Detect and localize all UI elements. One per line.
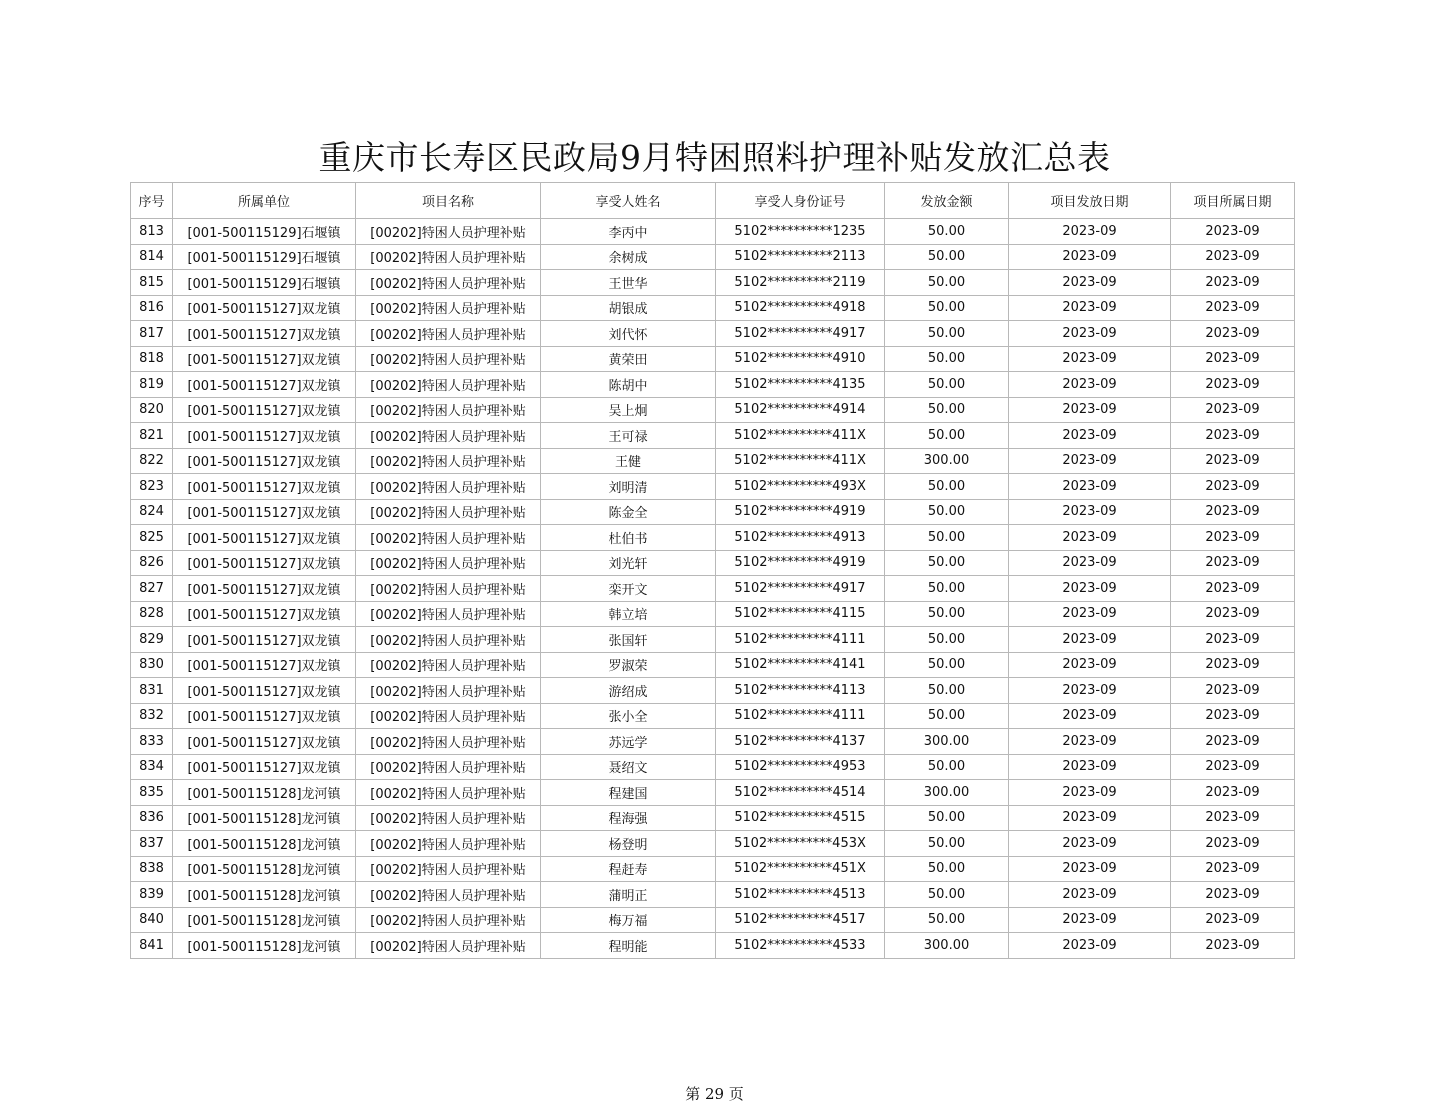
cell-project: [00202]特困人员护理补贴 [356,372,541,398]
cell-amount: 50.00 [885,423,1009,449]
cell-issue-date: 2023-09 [1009,652,1171,678]
table-row [131,805,1295,831]
cell-issue-date: 2023-09 [1009,321,1171,347]
cell-name: 黄荣田 [541,346,716,372]
cell-name: 韩立培 [541,601,716,627]
cell-period: 2023-09 [1171,703,1295,729]
cell-project: [00202]特困人员护理补贴 [356,448,541,474]
cell-name: 梅万福 [541,907,716,933]
cell-serial: 813 [131,219,173,245]
cell-period: 2023-09 [1171,499,1295,525]
cell-issue-date: 2023-09 [1009,601,1171,627]
cell-unit: [001-500115128]龙河镇 [173,882,356,908]
cell-unit: [001-500115127]双龙镇 [173,576,356,602]
cell-serial: 838 [131,856,173,882]
cell-id: 5102**********4918 [716,295,885,321]
cell-amount: 50.00 [885,321,1009,347]
cell-project: [00202]特困人员护理补贴 [356,882,541,908]
cell-period: 2023-09 [1171,907,1295,933]
cell-serial: 841 [131,933,173,959]
cell-unit: [001-500115128]龙河镇 [173,780,356,806]
cell-name: 栾开文 [541,576,716,602]
cell-issue-date: 2023-09 [1009,627,1171,653]
cell-period: 2023-09 [1171,933,1295,959]
cell-period: 2023-09 [1171,882,1295,908]
cell-serial: 829 [131,627,173,653]
cell-amount: 50.00 [885,703,1009,729]
cell-amount: 50.00 [885,805,1009,831]
cell-id: 5102**********4115 [716,601,885,627]
cell-project: [00202]特困人员护理补贴 [356,907,541,933]
cell-project: [00202]特困人员护理补贴 [356,652,541,678]
cell-id: 5102**********2119 [716,270,885,296]
cell-unit: [001-500115127]双龙镇 [173,627,356,653]
cell-issue-date: 2023-09 [1009,678,1171,704]
cell-issue-date: 2023-09 [1009,550,1171,576]
cell-project: [00202]特困人员护理补贴 [356,754,541,780]
table-row [131,244,1295,270]
cell-period: 2023-09 [1171,576,1295,602]
cell-serial: 818 [131,346,173,372]
cell-period: 2023-09 [1171,550,1295,576]
cell-amount: 50.00 [885,295,1009,321]
cell-name: 程明能 [541,933,716,959]
table-row [131,219,1295,245]
cell-issue-date: 2023-09 [1009,907,1171,933]
cell-amount: 50.00 [885,907,1009,933]
col-header-issue-date: 项目发放日期 [1009,183,1171,219]
cell-id: 5102**********4917 [716,321,885,347]
cell-period: 2023-09 [1171,729,1295,755]
cell-amount: 50.00 [885,856,1009,882]
cell-amount: 50.00 [885,652,1009,678]
col-header-serial: 序号 [131,183,173,219]
cell-id: 5102**********4910 [716,346,885,372]
cell-issue-date: 2023-09 [1009,780,1171,806]
cell-id: 5102**********453X [716,831,885,857]
cell-amount: 50.00 [885,244,1009,270]
cell-period: 2023-09 [1171,270,1295,296]
table-row [131,678,1295,704]
cell-id: 5102**********4914 [716,397,885,423]
cell-issue-date: 2023-09 [1009,805,1171,831]
cell-issue-date: 2023-09 [1009,270,1171,296]
cell-unit: [001-500115128]龙河镇 [173,933,356,959]
cell-period: 2023-09 [1171,244,1295,270]
cell-id: 5102**********4137 [716,729,885,755]
cell-unit: [001-500115127]双龙镇 [173,601,356,627]
table-row [131,831,1295,857]
cell-project: [00202]特困人员护理补贴 [356,627,541,653]
cell-id: 5102**********411X [716,423,885,449]
cell-id: 5102**********4135 [716,372,885,398]
cell-period: 2023-09 [1171,856,1295,882]
cell-project: [00202]特困人员护理补贴 [356,423,541,449]
cell-name: 余树成 [541,244,716,270]
cell-unit: [001-500115129]石堰镇 [173,270,356,296]
cell-unit: [001-500115129]石堰镇 [173,219,356,245]
cell-id: 5102**********4515 [716,805,885,831]
cell-serial: 828 [131,601,173,627]
cell-issue-date: 2023-09 [1009,244,1171,270]
cell-unit: [001-500115128]龙河镇 [173,805,356,831]
cell-period: 2023-09 [1171,805,1295,831]
cell-name: 张小全 [541,703,716,729]
cell-amount: 50.00 [885,525,1009,551]
cell-serial: 839 [131,882,173,908]
cell-unit: [001-500115127]双龙镇 [173,703,356,729]
cell-amount: 50.00 [885,346,1009,372]
cell-unit: [001-500115127]双龙镇 [173,397,356,423]
table-row [131,448,1295,474]
cell-id: 5102**********4111 [716,627,885,653]
cell-name: 苏远学 [541,729,716,755]
cell-project: [00202]特困人员护理补贴 [356,831,541,857]
col-header-id: 享受人身份证号 [716,183,885,219]
col-header-amount: 发放金额 [885,183,1009,219]
cell-amount: 50.00 [885,627,1009,653]
cell-issue-date: 2023-09 [1009,729,1171,755]
cell-serial: 823 [131,474,173,500]
cell-amount: 50.00 [885,372,1009,398]
cell-project: [00202]特困人员护理补贴 [356,703,541,729]
cell-id: 5102**********1235 [716,219,885,245]
cell-issue-date: 2023-09 [1009,831,1171,857]
cell-serial: 832 [131,703,173,729]
cell-project: [00202]特困人员护理补贴 [356,729,541,755]
cell-project: [00202]特困人员护理补贴 [356,219,541,245]
cell-id: 5102**********4919 [716,550,885,576]
cell-name: 杨登明 [541,831,716,857]
cell-unit: [001-500115127]双龙镇 [173,423,356,449]
cell-period: 2023-09 [1171,780,1295,806]
cell-period: 2023-09 [1171,448,1295,474]
cell-name: 陈金全 [541,499,716,525]
cell-project: [00202]特困人员护理补贴 [356,601,541,627]
cell-issue-date: 2023-09 [1009,474,1171,500]
table-row [131,474,1295,500]
cell-period: 2023-09 [1171,397,1295,423]
cell-name: 程赶寿 [541,856,716,882]
subsidy-table [130,182,1295,959]
cell-serial: 831 [131,678,173,704]
cell-period: 2023-09 [1171,219,1295,245]
cell-unit: [001-500115127]双龙镇 [173,346,356,372]
table-row [131,627,1295,653]
cell-issue-date: 2023-09 [1009,219,1171,245]
cell-id: 5102**********4111 [716,703,885,729]
cell-period: 2023-09 [1171,474,1295,500]
cell-id: 5102**********4533 [716,933,885,959]
cell-period: 2023-09 [1171,321,1295,347]
cell-amount: 50.00 [885,831,1009,857]
col-header-period: 项目所属日期 [1171,183,1295,219]
cell-period: 2023-09 [1171,423,1295,449]
table-row [131,882,1295,908]
cell-amount: 50.00 [885,601,1009,627]
cell-unit: [001-500115127]双龙镇 [173,499,356,525]
cell-period: 2023-09 [1171,295,1295,321]
cell-serial: 820 [131,397,173,423]
cell-project: [00202]特困人员护理补贴 [356,678,541,704]
cell-period: 2023-09 [1171,652,1295,678]
cell-unit: [001-500115127]双龙镇 [173,729,356,755]
cell-unit: [001-500115128]龙河镇 [173,856,356,882]
cell-unit: [001-500115127]双龙镇 [173,525,356,551]
cell-issue-date: 2023-09 [1009,856,1171,882]
cell-name: 刘光轩 [541,550,716,576]
cell-id: 5102**********4913 [716,525,885,551]
cell-name: 张国轩 [541,627,716,653]
cell-id: 5102**********4513 [716,882,885,908]
cell-project: [00202]特困人员护理补贴 [356,499,541,525]
cell-name: 刘代怀 [541,321,716,347]
cell-issue-date: 2023-09 [1009,372,1171,398]
table-row [131,907,1295,933]
cell-serial: 822 [131,448,173,474]
table-row [131,729,1295,755]
table-row [131,856,1295,882]
table-row [131,270,1295,296]
cell-id: 5102**********2113 [716,244,885,270]
cell-name: 陈胡中 [541,372,716,398]
cell-name: 游绍成 [541,678,716,704]
cell-amount: 50.00 [885,270,1009,296]
cell-project: [00202]特困人员护理补贴 [356,321,541,347]
cell-period: 2023-09 [1171,831,1295,857]
cell-issue-date: 2023-09 [1009,933,1171,959]
cell-project: [00202]特困人员护理补贴 [356,346,541,372]
cell-issue-date: 2023-09 [1009,525,1171,551]
cell-name: 王世华 [541,270,716,296]
col-header-name: 享受人姓名 [541,183,716,219]
cell-id: 5102**********4517 [716,907,885,933]
cell-amount: 50.00 [885,882,1009,908]
cell-issue-date: 2023-09 [1009,346,1171,372]
cell-amount: 300.00 [885,448,1009,474]
cell-name: 杜伯书 [541,525,716,551]
cell-issue-date: 2023-09 [1009,423,1171,449]
cell-serial: 817 [131,321,173,347]
cell-serial: 826 [131,550,173,576]
cell-name: 蒲明正 [541,882,716,908]
cell-id: 5102**********493X [716,474,885,500]
cell-period: 2023-09 [1171,601,1295,627]
cell-unit: [001-500115127]双龙镇 [173,754,356,780]
cell-id: 5102**********451X [716,856,885,882]
cell-id: 5102**********4917 [716,576,885,602]
cell-issue-date: 2023-09 [1009,882,1171,908]
cell-issue-date: 2023-09 [1009,703,1171,729]
cell-name: 王健 [541,448,716,474]
cell-name: 聂绍文 [541,754,716,780]
cell-amount: 50.00 [885,474,1009,500]
cell-name: 刘明清 [541,474,716,500]
cell-unit: [001-500115127]双龙镇 [173,448,356,474]
cell-serial: 819 [131,372,173,398]
col-header-unit: 所属单位 [173,183,356,219]
cell-issue-date: 2023-09 [1009,499,1171,525]
cell-period: 2023-09 [1171,678,1295,704]
cell-project: [00202]特困人员护理补贴 [356,550,541,576]
cell-serial: 816 [131,295,173,321]
cell-id: 5102**********4141 [716,652,885,678]
cell-issue-date: 2023-09 [1009,754,1171,780]
cell-serial: 833 [131,729,173,755]
cell-serial: 840 [131,907,173,933]
cell-id: 5102**********4113 [716,678,885,704]
table-row [131,499,1295,525]
cell-serial: 815 [131,270,173,296]
cell-project: [00202]特困人员护理补贴 [356,270,541,296]
table-row [131,372,1295,398]
cell-project: [00202]特困人员护理补贴 [356,295,541,321]
table-header-row [131,183,1295,219]
cell-serial: 834 [131,754,173,780]
table-row [131,933,1295,959]
cell-unit: [001-500115128]龙河镇 [173,831,356,857]
table-row [131,295,1295,321]
cell-amount: 50.00 [885,550,1009,576]
table-row [131,652,1295,678]
cell-id: 5102**********411X [716,448,885,474]
cell-project: [00202]特困人员护理补贴 [356,780,541,806]
cell-period: 2023-09 [1171,372,1295,398]
cell-period: 2023-09 [1171,627,1295,653]
cell-serial: 830 [131,652,173,678]
cell-amount: 50.00 [885,219,1009,245]
cell-unit: [001-500115127]双龙镇 [173,550,356,576]
cell-name: 罗淑荣 [541,652,716,678]
table-row [131,550,1295,576]
table-row [131,525,1295,551]
cell-serial: 821 [131,423,173,449]
cell-amount: 50.00 [885,397,1009,423]
cell-unit: [001-500115127]双龙镇 [173,372,356,398]
cell-period: 2023-09 [1171,346,1295,372]
cell-issue-date: 2023-09 [1009,576,1171,602]
cell-id: 5102**********4919 [716,499,885,525]
cell-amount: 300.00 [885,933,1009,959]
table-row [131,780,1295,806]
cell-serial: 827 [131,576,173,602]
table-row [131,601,1295,627]
cell-serial: 837 [131,831,173,857]
cell-serial: 824 [131,499,173,525]
cell-issue-date: 2023-09 [1009,397,1171,423]
cell-name: 程海强 [541,805,716,831]
cell-unit: [001-500115127]双龙镇 [173,652,356,678]
cell-name: 程建国 [541,780,716,806]
table-row [131,346,1295,372]
document-title: 重庆市长寿区民政局9月特困照料护理补贴发放汇总表 [318,138,1111,177]
cell-serial: 814 [131,244,173,270]
cell-period: 2023-09 [1171,525,1295,551]
cell-amount: 300.00 [885,729,1009,755]
cell-project: [00202]特困人员护理补贴 [356,856,541,882]
cell-name: 吴上炯 [541,397,716,423]
cell-unit: [001-500115127]双龙镇 [173,474,356,500]
page-number: 第 29 页 [685,1085,744,1103]
table-row [131,576,1295,602]
cell-unit: [001-500115129]石堰镇 [173,244,356,270]
cell-project: [00202]特困人员护理补贴 [356,525,541,551]
cell-amount: 50.00 [885,576,1009,602]
cell-project: [00202]特困人员护理补贴 [356,244,541,270]
table-row [131,321,1295,347]
cell-id: 5102**********4953 [716,754,885,780]
table-row [131,397,1295,423]
cell-project: [00202]特困人员护理补贴 [356,576,541,602]
cell-project: [00202]特困人员护理补贴 [356,397,541,423]
table-row [131,754,1295,780]
cell-issue-date: 2023-09 [1009,295,1171,321]
cell-amount: 50.00 [885,754,1009,780]
cell-issue-date: 2023-09 [1009,448,1171,474]
cell-unit: [001-500115128]龙河镇 [173,907,356,933]
table-body [131,219,1295,959]
cell-name: 王可禄 [541,423,716,449]
table-row [131,423,1295,449]
cell-unit: [001-500115127]双龙镇 [173,321,356,347]
col-header-project: 项目名称 [356,183,541,219]
cell-project: [00202]特困人员护理补贴 [356,933,541,959]
cell-serial: 836 [131,805,173,831]
cell-id: 5102**********4514 [716,780,885,806]
cell-amount: 300.00 [885,780,1009,806]
cell-amount: 50.00 [885,499,1009,525]
cell-unit: [001-500115127]双龙镇 [173,295,356,321]
table-row [131,703,1295,729]
cell-name: 胡银成 [541,295,716,321]
cell-serial: 835 [131,780,173,806]
cell-unit: [001-500115127]双龙镇 [173,678,356,704]
cell-name: 李丙中 [541,219,716,245]
cell-project: [00202]特困人员护理补贴 [356,474,541,500]
cell-amount: 50.00 [885,678,1009,704]
cell-period: 2023-09 [1171,754,1295,780]
cell-serial: 825 [131,525,173,551]
cell-project: [00202]特困人员护理补贴 [356,805,541,831]
